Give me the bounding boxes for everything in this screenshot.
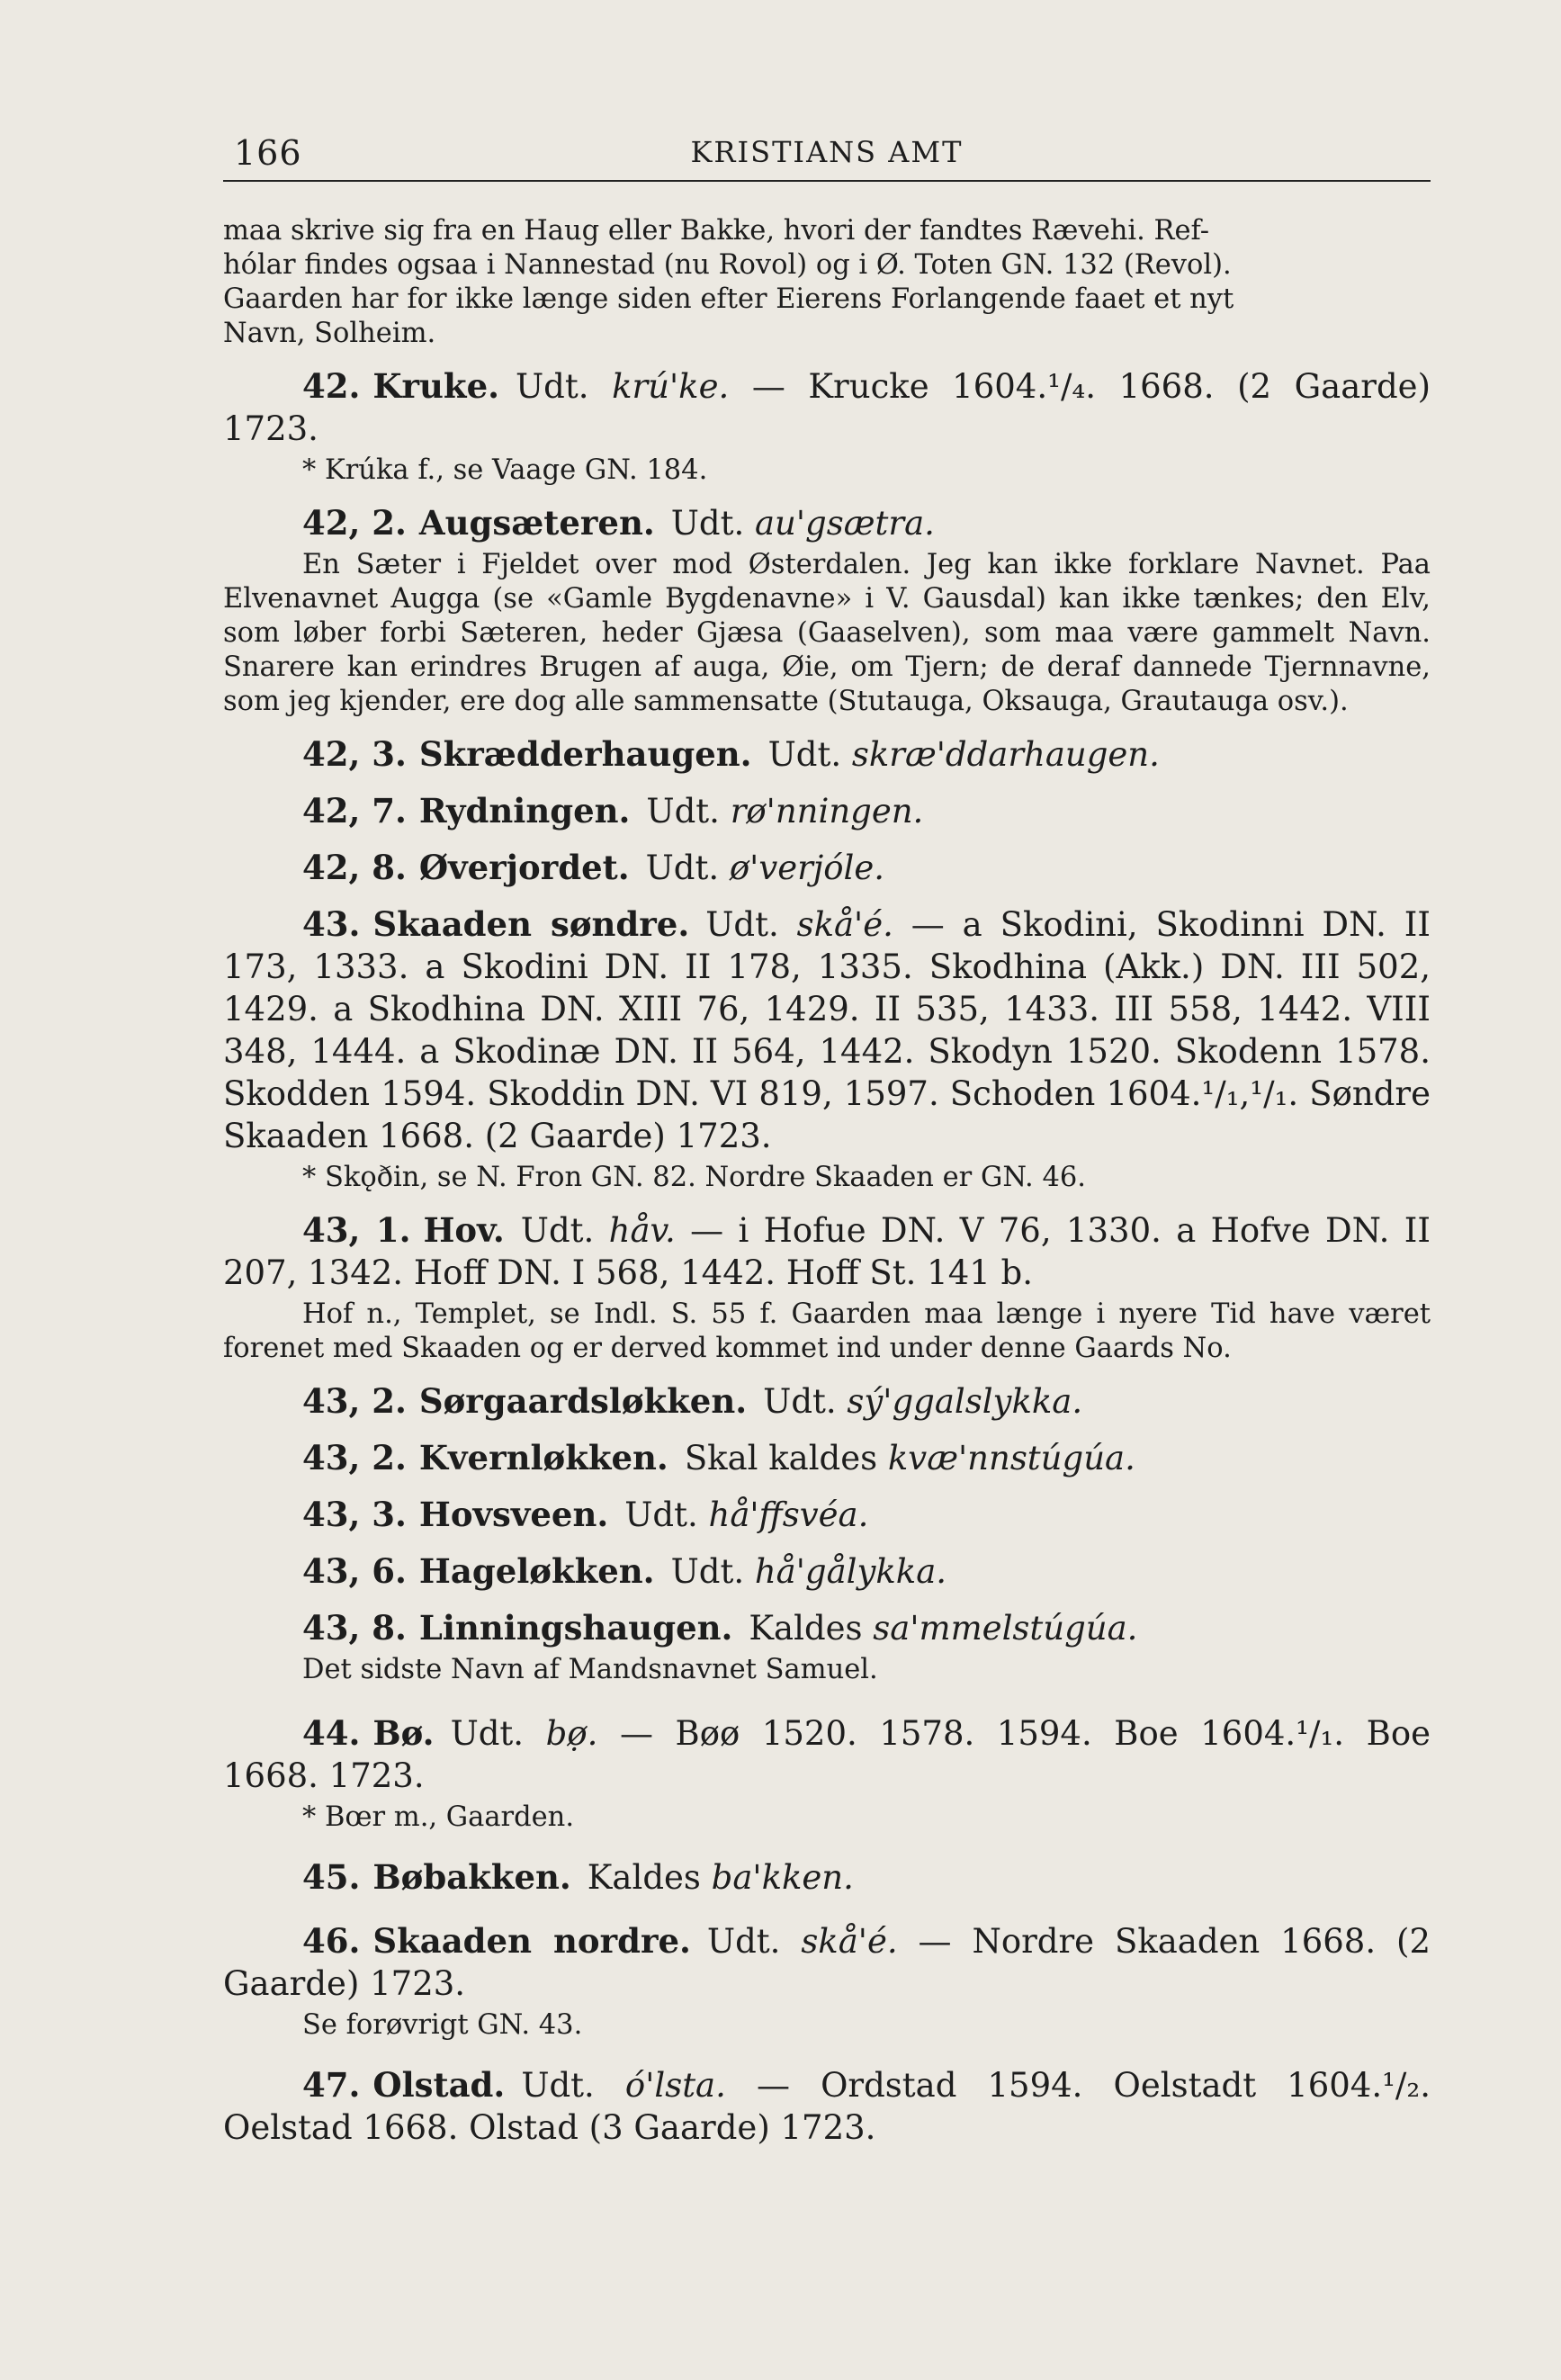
- entry-text: — a Skodini, Skodinni DN. II 173, 1333. a Skodini DN. II 178, 1335. Skodhina (Akk.) DN. III 502, 1429. a Skodhina DN. XIII 76, 1429. II 535, 1433. III 558, 1442. VIII 348, 1444. a Skodinæ DN. II 564, 1442. Skodyn 1520. Skodenn 1578. Skodden 1594. Skoddin DN. VI 819, 1597. Schoden 1604.¹/₁,¹/₁. Søndre Skaaden 1668. (2 Gaarde) 1723.: [223, 905, 1431, 1155]
- entry-name: Hageløkken.: [418, 1551, 655, 1591]
- entry-note: * Skǫðin, se N. Fron GN. 82. Nordre Skaaden er GN. 46.: [302, 1162, 1086, 1193]
- entry-udt: Udt.: [705, 905, 779, 944]
- entry-45: [223, 1856, 1431, 1899]
- entry-43-8: [223, 1607, 1431, 1649]
- entry-number: 42, 7.: [302, 791, 407, 831]
- entry-pronunciation: ó'lsta.: [624, 2066, 726, 2105]
- entry-44: [223, 1712, 1431, 1797]
- page-number: 166: [234, 133, 302, 173]
- entry-note: * Krúka f., se Vaage GN. 184.: [302, 454, 708, 486]
- entry-pronunciation: håv.: [608, 1211, 676, 1250]
- entry-udt: Udt.: [521, 2066, 595, 2105]
- entry-pronunciation: rø'nningen.: [730, 792, 924, 831]
- entry-42-8: [223, 847, 1431, 889]
- entry-number: 45.: [302, 1857, 361, 1897]
- intro-line: Navn, Solheim.: [223, 318, 436, 349]
- entry-name: Hovsveen.: [418, 1495, 609, 1534]
- entry-text: — Ordstad 1594. Oelstadt 1604.¹/₂. Oelstad 1668. Olstad (3 Gaarde) 1723.: [223, 2066, 1431, 2147]
- entry-number: 42, 8.: [302, 848, 407, 887]
- entry-name: Bøbakken.: [372, 1857, 571, 1897]
- entry-number: 43.: [302, 904, 361, 944]
- entry-text: — Bøø 1520. 1578. 1594. Boe 1604.¹/₁. Boe 1668. 1723.: [223, 1714, 1431, 1795]
- entry-number: 43, 8.: [302, 1608, 407, 1648]
- entry-pronunciation: bø̣.: [545, 1714, 598, 1753]
- entry-udt: Skal kaldes: [684, 1439, 878, 1477]
- entry-name: Linningshaugen.: [418, 1608, 733, 1648]
- entry-name: Bø.: [372, 1713, 435, 1753]
- entry-number: 42, 3.: [302, 734, 407, 774]
- entry-name: Augsæteren.: [418, 503, 655, 543]
- entry-name: Kruke.: [372, 366, 499, 406]
- entry-name: Skaaden nordre.: [372, 1921, 691, 1961]
- entry-42-2: [223, 502, 1431, 544]
- entry-udt: Udt.: [646, 792, 720, 831]
- entry-pronunciation: sa'mmelstúgúa.: [873, 1609, 1138, 1648]
- entry-udt: Udt.: [450, 1714, 525, 1753]
- entry-number: 44.: [302, 1713, 361, 1753]
- entry-pronunciation: skå'é.: [796, 905, 893, 944]
- entry-udt: Kaldes: [749, 1609, 863, 1648]
- entry-pronunciation: hå'ffsvéa.: [708, 1495, 869, 1534]
- intro-line: maa skrive sig fra en Haug eller Bakke, hvori der fandtes Rævehi. Ref-: [223, 215, 1210, 247]
- entry-udt: Udt.: [670, 1552, 745, 1591]
- entry-42-3: [223, 733, 1431, 776]
- entry-pronunciation: ø'verjóle.: [729, 849, 885, 887]
- entry-udt: Udt.: [767, 735, 842, 774]
- running-head: KRISTIANS AMT: [690, 135, 964, 169]
- entry-name: Kvernløkken.: [418, 1438, 668, 1477]
- entry-note: En Sæter i Fjeldet over mod Østerdalen. Jeg kan ikke forklare Navnet. Paa Elvenavnet Augga (se «Gamle Bygdenavne» i V. Gausdal) kan ikke tænkes; den Elv, som løber forbi Sæteren, heder Gjæsa (Gaaselven), som maa være gammelt Navn. Snarere kan erindres Brugen af auga, Øie, om Tjern; de deraf dannede Tjernnavne, som jeg kjender, ere dog alle sammensatte (Stutauga, Oksauga, Grautauga osv.).: [223, 549, 1431, 717]
- entry-pronunciation: krú'ke.: [612, 367, 730, 406]
- entry-number: 47.: [302, 2065, 361, 2105]
- entry-number: 43, 6.: [302, 1551, 407, 1591]
- entry-43-6: [223, 1550, 1431, 1593]
- entry-name: Skaaden søndre.: [372, 904, 690, 944]
- entry-number: 42.: [302, 366, 361, 406]
- entry-udt: Udt.: [645, 849, 720, 887]
- entry-42: [223, 365, 1431, 450]
- entry-43: [223, 903, 1431, 1157]
- entry-43-2-a: [223, 1380, 1431, 1423]
- entry-pronunciation: ba'kken.: [711, 1858, 854, 1897]
- entry-text: — Nordre Skaaden 1668. (2 Gaarde) 1723.: [223, 1922, 1431, 2003]
- entry-pronunciation: kvæ'nnstúgúa.: [887, 1439, 1135, 1477]
- entry-46: [223, 1920, 1431, 2005]
- entry-name: Olstad.: [372, 2065, 506, 2105]
- entry-name: Rydningen.: [418, 791, 631, 831]
- entry-43-3: [223, 1494, 1431, 1536]
- entry-note: Hof n., Templet, se Indl. S. 55 f. Gaarden maa længe i nyere Tid have været forenet med Skaaden og er derved kommet ind under denne Gaards No.: [223, 1298, 1431, 1364]
- entry-udt: Udt.: [670, 504, 745, 543]
- entry-number: 43, 1.: [302, 1210, 411, 1250]
- entry-name: Øverjordet.: [418, 848, 630, 887]
- entry-42-7: [223, 790, 1431, 832]
- entry-number: 42, 2.: [302, 503, 407, 543]
- entry-note: * Bœr m., Gaarden.: [302, 1801, 575, 1833]
- entry-pronunciation: skræ'ddarhaugen.: [851, 735, 1160, 774]
- header-rule: [223, 180, 1431, 182]
- entry-43-2-b: [223, 1437, 1431, 1479]
- entry-note: Se forøvrigt GN. 43.: [302, 2009, 583, 2041]
- entry-pronunciation: au'gsætra.: [755, 504, 935, 543]
- entry-text: — Krucke 1604.¹/₄. 1668. (2 Gaarde) 1723.: [223, 367, 1431, 448]
- entry-udt: Udt.: [520, 1211, 595, 1250]
- page-header: [223, 126, 1431, 180]
- entry-name: Skrædderhaugen.: [418, 734, 752, 774]
- page-body: [223, 214, 1431, 2149]
- entry-number: 43, 3.: [302, 1495, 407, 1534]
- intro-line: hólar findes ogsaa i Nannestad (nu Rovol) og i Ø. Toten GN. 132 (Revol).: [223, 249, 1232, 281]
- intro-paragraph: [223, 214, 1431, 351]
- entry-udt: Udt.: [516, 367, 589, 406]
- entry-pronunciation: sý'ggalslykka.: [847, 1382, 1083, 1421]
- entry-udt: Udt.: [624, 1495, 698, 1534]
- entry-number: 43, 2.: [302, 1381, 407, 1421]
- entry-text: — i Hofue DN. V 76, 1330. a Hofve DN. II 207, 1342. Hoff DN. I 568, 1442. Hoff St. 141 b.: [223, 1211, 1431, 1292]
- entry-pronunciation: skå'é.: [801, 1922, 898, 1961]
- entry-47: [223, 2064, 1431, 2149]
- intro-line: Gaarden har for ikke længe siden efter Eierens Forlangende faaet et nyt: [223, 283, 1234, 315]
- entry-number: 43, 2.: [302, 1438, 407, 1477]
- entry-note: Det sidste Navn af Mandsnavnet Samuel.: [302, 1654, 878, 1685]
- entry-udt: Udt.: [763, 1382, 837, 1421]
- entry-udt: Kaldes: [587, 1858, 701, 1897]
- entry-name: Hov.: [423, 1210, 505, 1250]
- entry-43-1: [223, 1209, 1431, 1294]
- entry-number: 46.: [302, 1921, 361, 1961]
- entry-name: Sørgaardsløkken.: [418, 1381, 748, 1421]
- entry-udt: Udt.: [706, 1922, 781, 1961]
- entry-pronunciation: hå'gålykka.: [754, 1552, 947, 1591]
